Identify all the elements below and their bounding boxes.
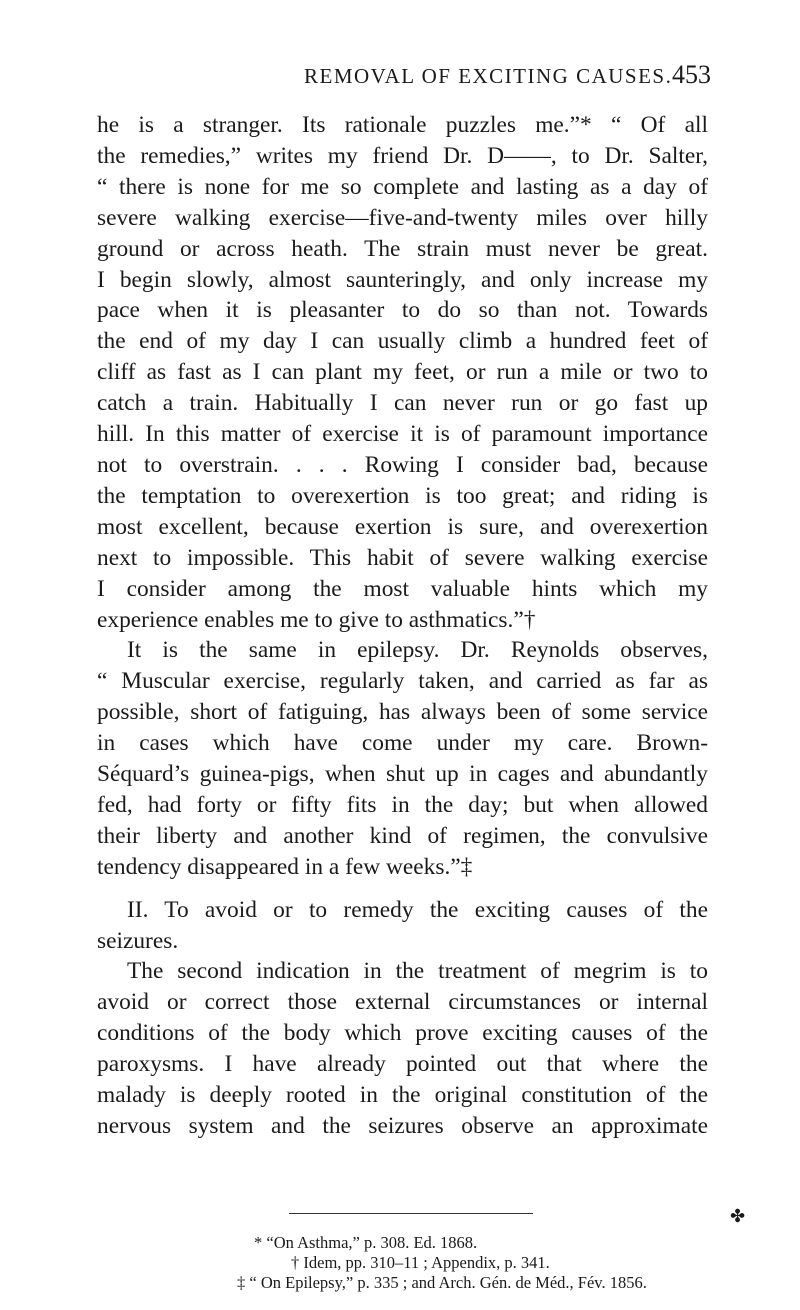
text-line: fed, had forty or fifty fits in the day; but when allowed [97,791,708,818]
text-line: their liberty and another kind of regimen, the convulsive [97,822,708,849]
running-title: REMOVAL OF EXCITING CAUSES. [304,64,673,88]
text-line: tendency disappeared in a few weeks.”‡ [97,853,473,880]
text-line: conditions of the body which prove exciting causes of the [97,1020,708,1047]
text-line: possible, short of fatiguing, has always been of some service [97,699,708,726]
section-heading-line: seizures. [97,927,179,954]
text-line: most excellent, because exertion is sure, and overexertion [97,513,708,540]
section-heading-line: II. To avoid or to remedy the exciting causes of the [127,896,708,923]
text-line: pace when it is pleasanter to do so than not. Towards [97,297,708,324]
text-line: next to impossible. This habit of severe walking exercise [97,544,708,571]
footnote-rule [289,1213,533,1214]
text-line: hill. In this matter of exercise it is of paramount importance [97,421,708,448]
text-line: I consider among the most valuable hints which my [97,575,708,602]
text-line: malady is deeply rooted in the original constitution of the [97,1082,708,1109]
page-number: 453 [672,60,711,89]
text-line: nervous system and the seizures observe an approximate [97,1113,708,1139]
text-line: catch a train. Habitually I can never run or go fast up [97,390,708,417]
text-line: The second indication in the treatment of megrim is to [127,958,708,985]
text-line: cliff as fast as I can plant my feet, or run a mile or two to [97,359,708,386]
footnotes [237,1233,647,1293]
text-line: he is a stranger. Its rationale puzzles me.”* “ Of all [97,112,708,138]
text-line: ground or across heath. The strain must never be great. [97,235,708,262]
text-line: the temptation to overexertion is too great; and riding is [97,482,708,509]
text-line: It is the same in epilepsy. Dr. Reynolds observes, [127,637,708,664]
text-line: severe walking exercise—five-and-twenty miles over hilly [97,204,708,231]
text-line: “ there is none for me so complete and lasting as a day of [97,173,708,200]
text-line: avoid or correct those external circumstances or internal [97,989,708,1016]
text-line: the remedies,” writes my friend Dr. D——, to Dr. Salter, [97,142,708,169]
body-text [97,110,708,1142]
text-line: “ Muscular exercise, regularly taken, and carried as far as [97,668,708,695]
printer-mark-icon: ✤ [730,1206,746,1226]
text-line: in cases which have come under my care. Brown- [97,730,708,757]
text-line: not to overstrain. . . . Rowing I consider bad, because [97,451,708,478]
text-line: I begin slowly, almost saunteringly, and only increase my [97,266,708,293]
footnote: ‡ “ On Epilepsy,” p. 335 ; and Arch. Gén. de Méd., Fév. 1856. [237,1273,647,1292]
text-line: Séquard’s guinea-pigs, when shut up in cages and abundantly [97,761,708,788]
text-line: paroxysms. I have already pointed out that where the [97,1051,708,1078]
text-line: experience enables me to give to asthmatics.”† [97,606,536,633]
footnote: * “On Asthma,” p. 308. Ed. 1868. [254,1233,478,1252]
footnote: † Idem, pp. 310–11 ; Appendix, p. 341. [291,1253,550,1272]
text-line: the end of my day I can usually climb a hundred feet of [97,328,708,355]
